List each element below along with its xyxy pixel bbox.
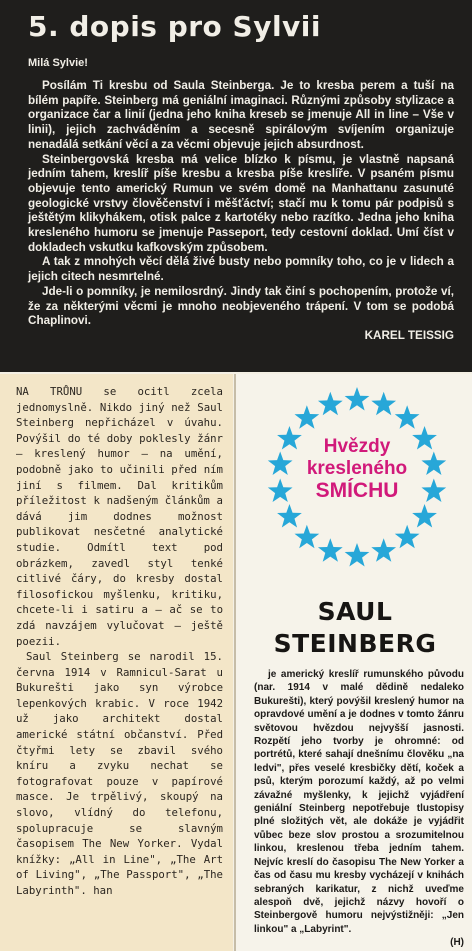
article-paragraph-text: Jde-li o pomníky, je nemilosrdný. Jindy tak činí s pochopením, protože ví, že za některými věcmi je mnoho neobjeveného trápení. V tom se podobá Chaplinovi.: [28, 284, 454, 328]
typewriter-column: [0, 374, 233, 951]
badge-line-1: Hvězdy: [323, 436, 391, 457]
star-icon: [345, 387, 370, 411]
star-icon: [318, 538, 343, 562]
stars-badge: [262, 382, 452, 574]
artist-name: [236, 596, 472, 660]
star-icon: [345, 543, 370, 567]
bio-text: je americký kreslíř rumunského původu (nar. 1914 v malé dědině nedaleko Bukurešti), který povýšil kreslený humor na opravdové umění a je dodnes v tomto žánru světovou hvězdou nejvyšší jasnosti. Rozpětí jeho tvorby je ohromné: od portrétů, které sahají dnešnímu člověku „na ledvi", přes veselé kresbičky dětí, koček a psů, kterým porozumí každý, až po velmi závažné myšlenky, k jejichž vyjádření geniální Steinberg nepotřebuje tlustopisy plné složitých vět, ale dokáže je vyjádřit vůbec beze slov prostou a srozumitelnou linkou, kreslenou třeba jedním tahem. Nejvíc kreslí do časopisu The New Yorker a čas od času mu kresby vycházejí v knihách sebraných karikatur, z nichž uveďme alespoň dvě, jejichž názvy hovoří o Steinbergově humoru nejvýstižněji: „Jen linkou" a „Labyrint".: [254, 669, 464, 935]
badge-line-2: kresleného: [306, 458, 408, 479]
badge-text: [262, 436, 452, 502]
star-icon: [395, 405, 420, 429]
badge-line-3: SMÍCHU: [315, 479, 399, 502]
artist-last-name: STEINBERG: [273, 629, 437, 658]
star-icon: [412, 504, 437, 528]
star-icon: [318, 392, 343, 416]
article-paragraph: Steinbergovská kresba má velice blízko k písmu, je vlastně napsaná jedním tahem, kreslíř píše kresbu a kresba píše kreslíře. V psaném písmu objevuje tento americký Rumun ve svém domě na Manhattanu zasunuté geologické vrstvy člověčenství i měšťáctví; stačí mu k tomu pár podpisů s ještětým klikyhákem, otisk palce z kartotéky nebo razítko. Jedna jeho kniha kresleného humoru se jmenuje Passeport, tedy cestovní doklad. Umí číst v dokladech vskutku kafkovským způsobem.: [28, 152, 454, 254]
column-paragraph: Saul Steinberg se narodil 15. června 1914 v Ramnicul-Sarat u Bukurešti jako syn výrobce lepenkových krabic. V roce 1942 už jako architekt dostal americké státní občanství. Před čtyřmi lety se zbavil svého kníru a zvyku nechat se fotografovat pouze v papírové masce. Je trpělivý, skoupý na slovo, vlídný do telefonu, spolupracuje se slavným časopisem The New Yorker. Vydal knížky: „All in Line", „The Art of Living", „The Passport", „The Labyrinth". han: [16, 650, 223, 897]
artist-bio: [254, 668, 464, 950]
artist-first-name: SAUL: [317, 597, 393, 626]
article-title: 5. dopis pro Sylvii: [28, 10, 321, 43]
star-icon: [371, 392, 396, 416]
column-paragraph: NA TRŮNU se ocitl zcela jednomyslně. Nikdo jiný než Saul Steinberg nepřicházel v úvahu. Povýšil do té doby poklesly žánr — kreslený humor — na umění, podobně jako to učinili před ním jiní s filmem. Dal kritikům příležitost k nadšeným článkům a dává jim dodnes možnost publikovat nesčetné analytické studie. Odmítl text pod obrázkem, zavedl styl tenké citlivé čáry, do kresby dostal filosofickou myšlenku, kritiku, chcete-li i satiru a — ač se to zdá navzájem vylučovat — ještě poezii.: [16, 385, 223, 648]
profile-column: [234, 374, 472, 951]
author-signature: KAREL TEISSIG: [364, 328, 454, 342]
star-icon: [371, 538, 396, 562]
article-paragraph: [28, 285, 454, 329]
article-body: [28, 79, 454, 344]
star-icon: [277, 504, 302, 528]
article-paragraph: A tak z mnohých věcí dělá živé busty nebo pomníky toho, co je v lidech a jejich citech nesmrtelné.: [28, 255, 454, 284]
star-icon: [395, 525, 420, 549]
salutation: Milá Sylvie!: [28, 57, 88, 69]
author-initial: (H): [450, 937, 464, 949]
article-paragraph: Posílám Ti kresbu od Saula Steinberga. Je to kresba perem a tuší na bílém papíře. Steinberg má geniální imaginaci. Různými způsoby stylizace a organizace čar a linií (jedna jeho kniha kreseb se jmenuje All in line – Vše v linii), jejich zachváděním a secesně spirálovým svíjením organizuje nenadálá setkání věcí a za věcmi objevuje jejich absurdnost.: [28, 79, 454, 151]
star-icon: [295, 405, 320, 429]
letter-article: [0, 0, 472, 372]
star-icon: [295, 525, 320, 549]
